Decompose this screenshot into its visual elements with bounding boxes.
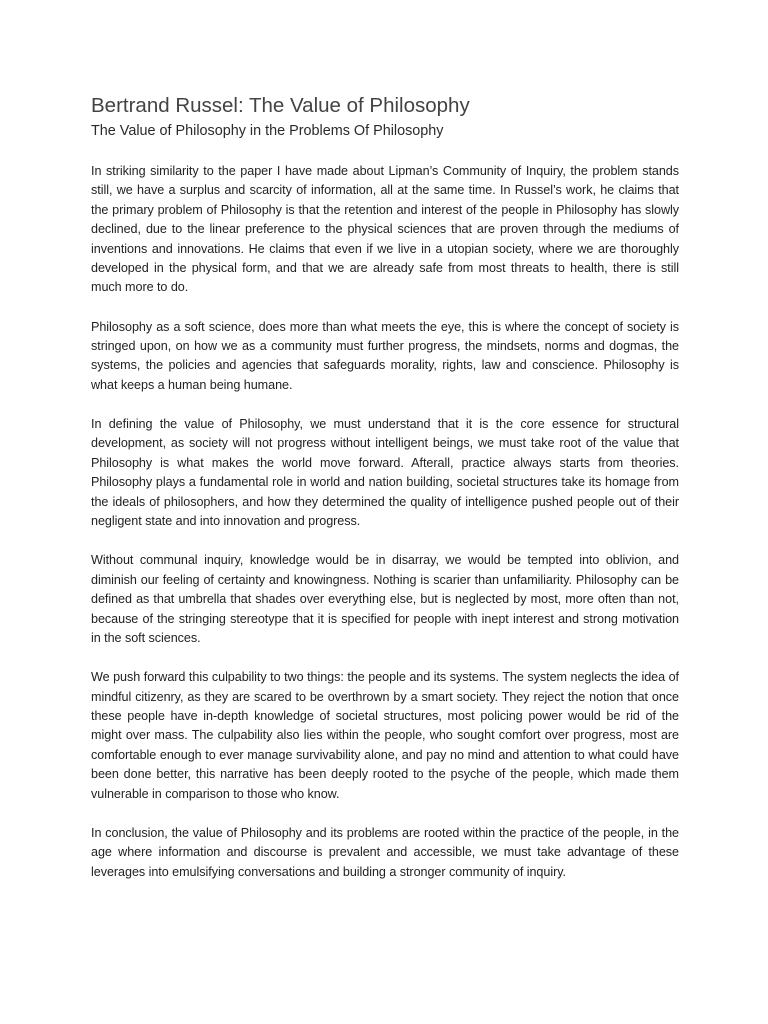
document-page <box>91 93 679 902</box>
document-title: Bertrand Russel: The Value of Philosophy <box>91 94 470 117</box>
paragraph-6: In conclusion, the value of Philosophy and its problems are rooted within the practice of the people, in the age where information and discourse is prevalent and accessible, we must take advantage of these leverages into emulsifying conversations and building a stronger community of inquiry. <box>91 825 679 879</box>
paragraph-5: We push forward this culpability to two things: the people and its systems. The system neglects the idea of mindful citizenry, as they are scared to be overthrown by a smart society. They reject the notion that once these people have in-depth knowledge of societal structures, most policing power would be rid of the might over mass. The culpability also lies within the people, who sought comfort over progress, most are comfortable enough to ever manage survivability alone, and pay no mind and attention to what could have been done better, this narrative has been deeply rooted to the psyche of the people, which made them vulnerable in comparison to those who know. <box>91 670 679 801</box>
paragraph-3: In defining the value of Philosophy, we must understand that it is the core essence for structural development, as society will not progress without intelligent beings, we must take root of the value that Philosophy is what makes the world move forward. Afterall, practice always starts from theories. Philosophy plays a fundamental role in world and nation building, societal structures take its homage from the ideals of philosophers, and how they determined the quality of intelligence pushed people out of their negligent state and into innovation and progress. <box>91 417 679 529</box>
paragraph-4: Without communal inquiry, knowledge would be in disarray, we would be tempted into oblivion, and diminish our feeling of certainty and knowingness. Nothing is scarier than unfamiliarity. Philosophy can be defined as that umbrella that shades over everything else, but is neglected by most, more often than not, because of the stringing stereotype that it is specified for people with inept interest and strong motivation in the soft sciences. <box>91 553 679 645</box>
paragraph-1: In striking similarity to the paper I have made about Lipman’s Community of Inquiry, the problem stands still, we have a surplus and scarcity of information, all at the same time. In Russel’s work, he claims that the primary problem of Philosophy is that the retention and interest of the people in Philosophy has slowly declined, due to the linear preference to the physical sciences that are proven through the mediums of inventions and innovations. He claims that even if we live in a utopian society, where we are thoroughly developed in the physical form, and that we are already safe from most threats to health, there is still much more to do. <box>91 164 679 295</box>
document-body <box>91 162 679 882</box>
document-subtitle: The Value of Philosophy in the Problems Of Philosophy <box>91 123 444 139</box>
paragraph-2: Philosophy as a soft science, does more than what meets the eye, this is where the concept of society is stringed upon, on how we as a community must further progress, the mindsets, norms and dogmas, the systems, the policies and agencies that safeguards morality, rights, law and conscience. Philosophy is what keeps a human being humane. <box>91 319 679 392</box>
